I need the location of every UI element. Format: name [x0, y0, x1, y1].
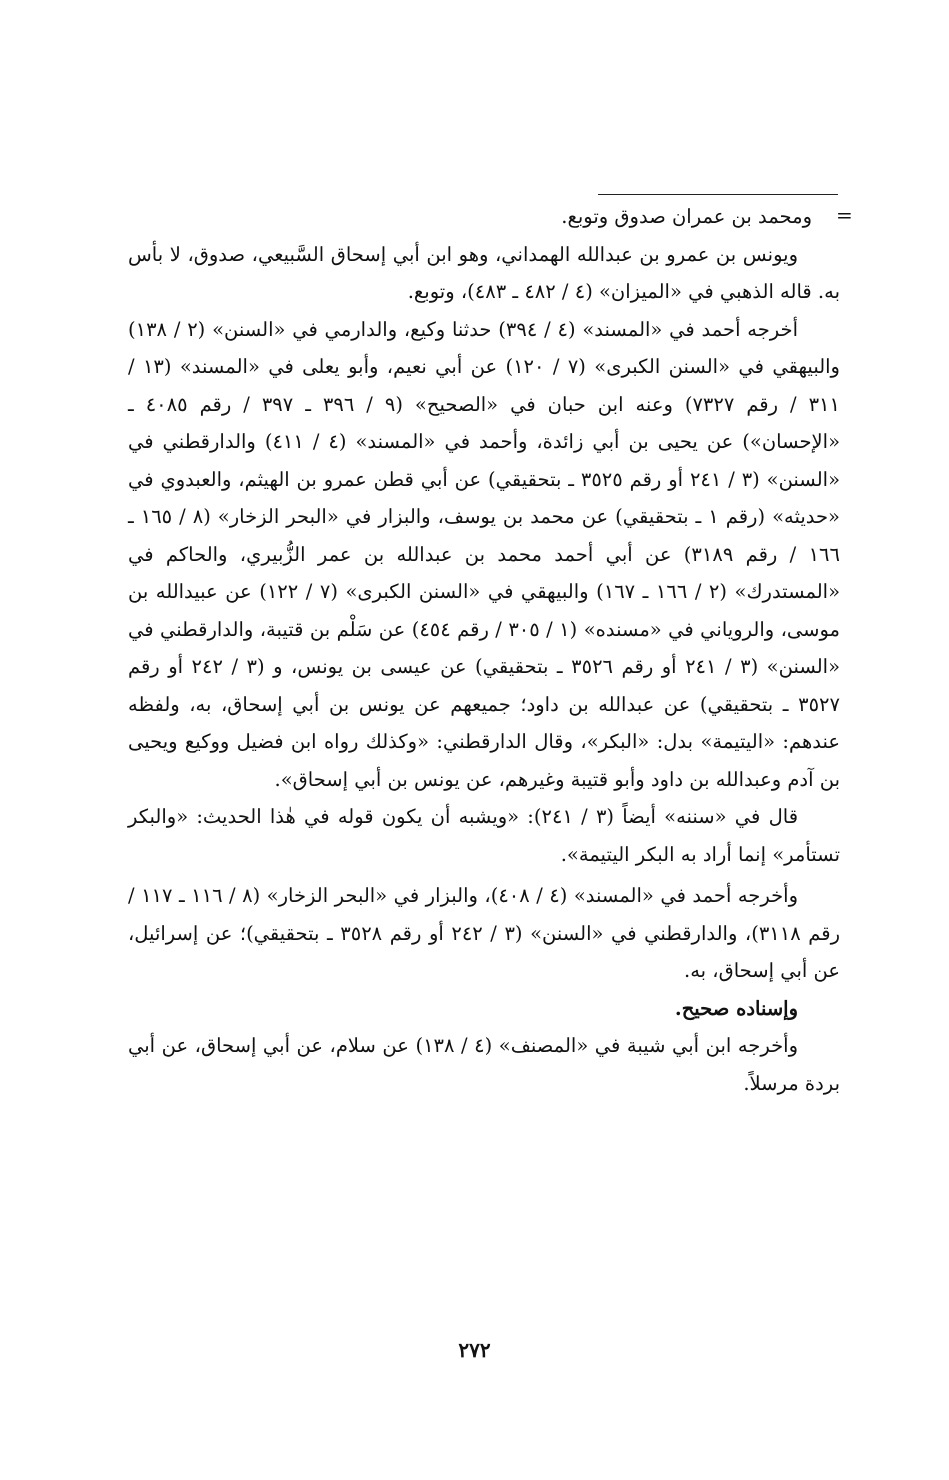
footnote-continuation-marker: =: [836, 203, 853, 227]
page-number: ٢٧٢: [458, 1338, 491, 1362]
paragraph-7: وأخرجه ابن أبي شيبة في «المصنف» (٤ / ١٣٨) عن سلام، عن أبي إسحاق، عن أبي بردة مرسلاً.: [128, 1034, 840, 1095]
paragraph-6: وإسناده صحيح.: [674, 996, 798, 1020]
paragraph-5: وأخرجه أحمد في «المسند» (٤ / ٤٠٨)، والبزار في «البحر الزخار» (٨ / ١١٦ ـ ١١٧ / رقم ٣١١٨)، والدارقطني في «السنن» (٣ / ٢٤٢ أو رقم ٣٥٢٨ ـ بتحقيقي)؛ عن إسرائيل، عن أبي إسحاق، به.: [128, 884, 840, 982]
paragraph-4: قال في «سننه» أيضاً (٣ / ٢٤١): «ويشبه أن يكون قوله في هٰذا الحديث: «والبكر تستأمر» إنما أراد به البكر اليتيمة».: [128, 805, 840, 866]
paragraph-1: ومحمد بن عمران صدوق وتوبع.: [561, 205, 812, 228]
footnote-text: [128, 198, 840, 1102]
paragraph-2: ويونس بن عمرو بن عبدالله الهمداني، وهو ابن أبي إسحاق السَّبيعي، صدوق، لا بأس به. قاله الذهبي في «الميزان» (٤ / ٤٨٢ ـ ٤٨٣)، وتوبع.: [128, 242, 840, 303]
footnote-divider: [598, 194, 838, 195]
paragraph-3: أخرجه أحمد في «المسند» (٤ / ٣٩٤) حدثنا وكيع، والدارمي في «السنن» (٢ / ١٣٨) والبيهقي في «السنن الكبرى» (٧ / ١٢٠) عن أبي نعيم، وأبو يعلى في «المسند» (١٣ / ٣١١ / رقم ٧٣٢٧) وعنه ابن حبان في «الصحيح» (٩ / ٣٩٦ ـ ٣٩٧ / رقم ٤٠٨٥ ـ «الإحسان») عن يحيى بن أبي زائدة، وأحمد في «المسند» (٤ / ٤١١) والدارقطني في «السنن» (٣ / ٢٤١ أو رقم ٣٥٢٥ ـ بتحقيقي) عن أبي قطن عمرو بن الهيثم، والعبدوي في «حديثه» (رقم ١ ـ بتحقيقي) عن محمد بن يوسف، والبزار في «البحر الزخار» (٨ / ١٦٥ ـ ١٦٦ / رقم ٣١٨٩) عن أبي أحمد محمد بن عبدالله بن عمر الزُّبيري، والحاكم في «المستدرك» (٢ / ١٦٦ ـ ١٦٧) والبيهقي في «السنن الكبرى» (٧ / ١٢٢) عن عبيدالله بن موسى، والروياني في «مسنده» (١ / ٣٠٥ / رقم ٤٥٤) عن سَلْم بن قتيبة، والدارقطني في «السنن» (٣ / ٢٤١ أو رقم ٣٥٢٦ ـ بتحقيقي) عن عيسى بن يونس، و (٣ / ٢٤٢ أو رقم ٣٥٢٧ ـ بتحقيقي) عن عبدالله بن داود؛ جميعهم عن يونس بن أبي إسحاق، به، ولفظه عندهم: «اليتيمة» بدل: «البكر»، وقال الدارقطني: «وكذلك رواه ابن فضيل ووكيع ويحيى بن آدم وعبدالله بن داود وأبو قتيبة وغيرهم، عن يونس بن أبي إسحاق».: [128, 317, 841, 791]
